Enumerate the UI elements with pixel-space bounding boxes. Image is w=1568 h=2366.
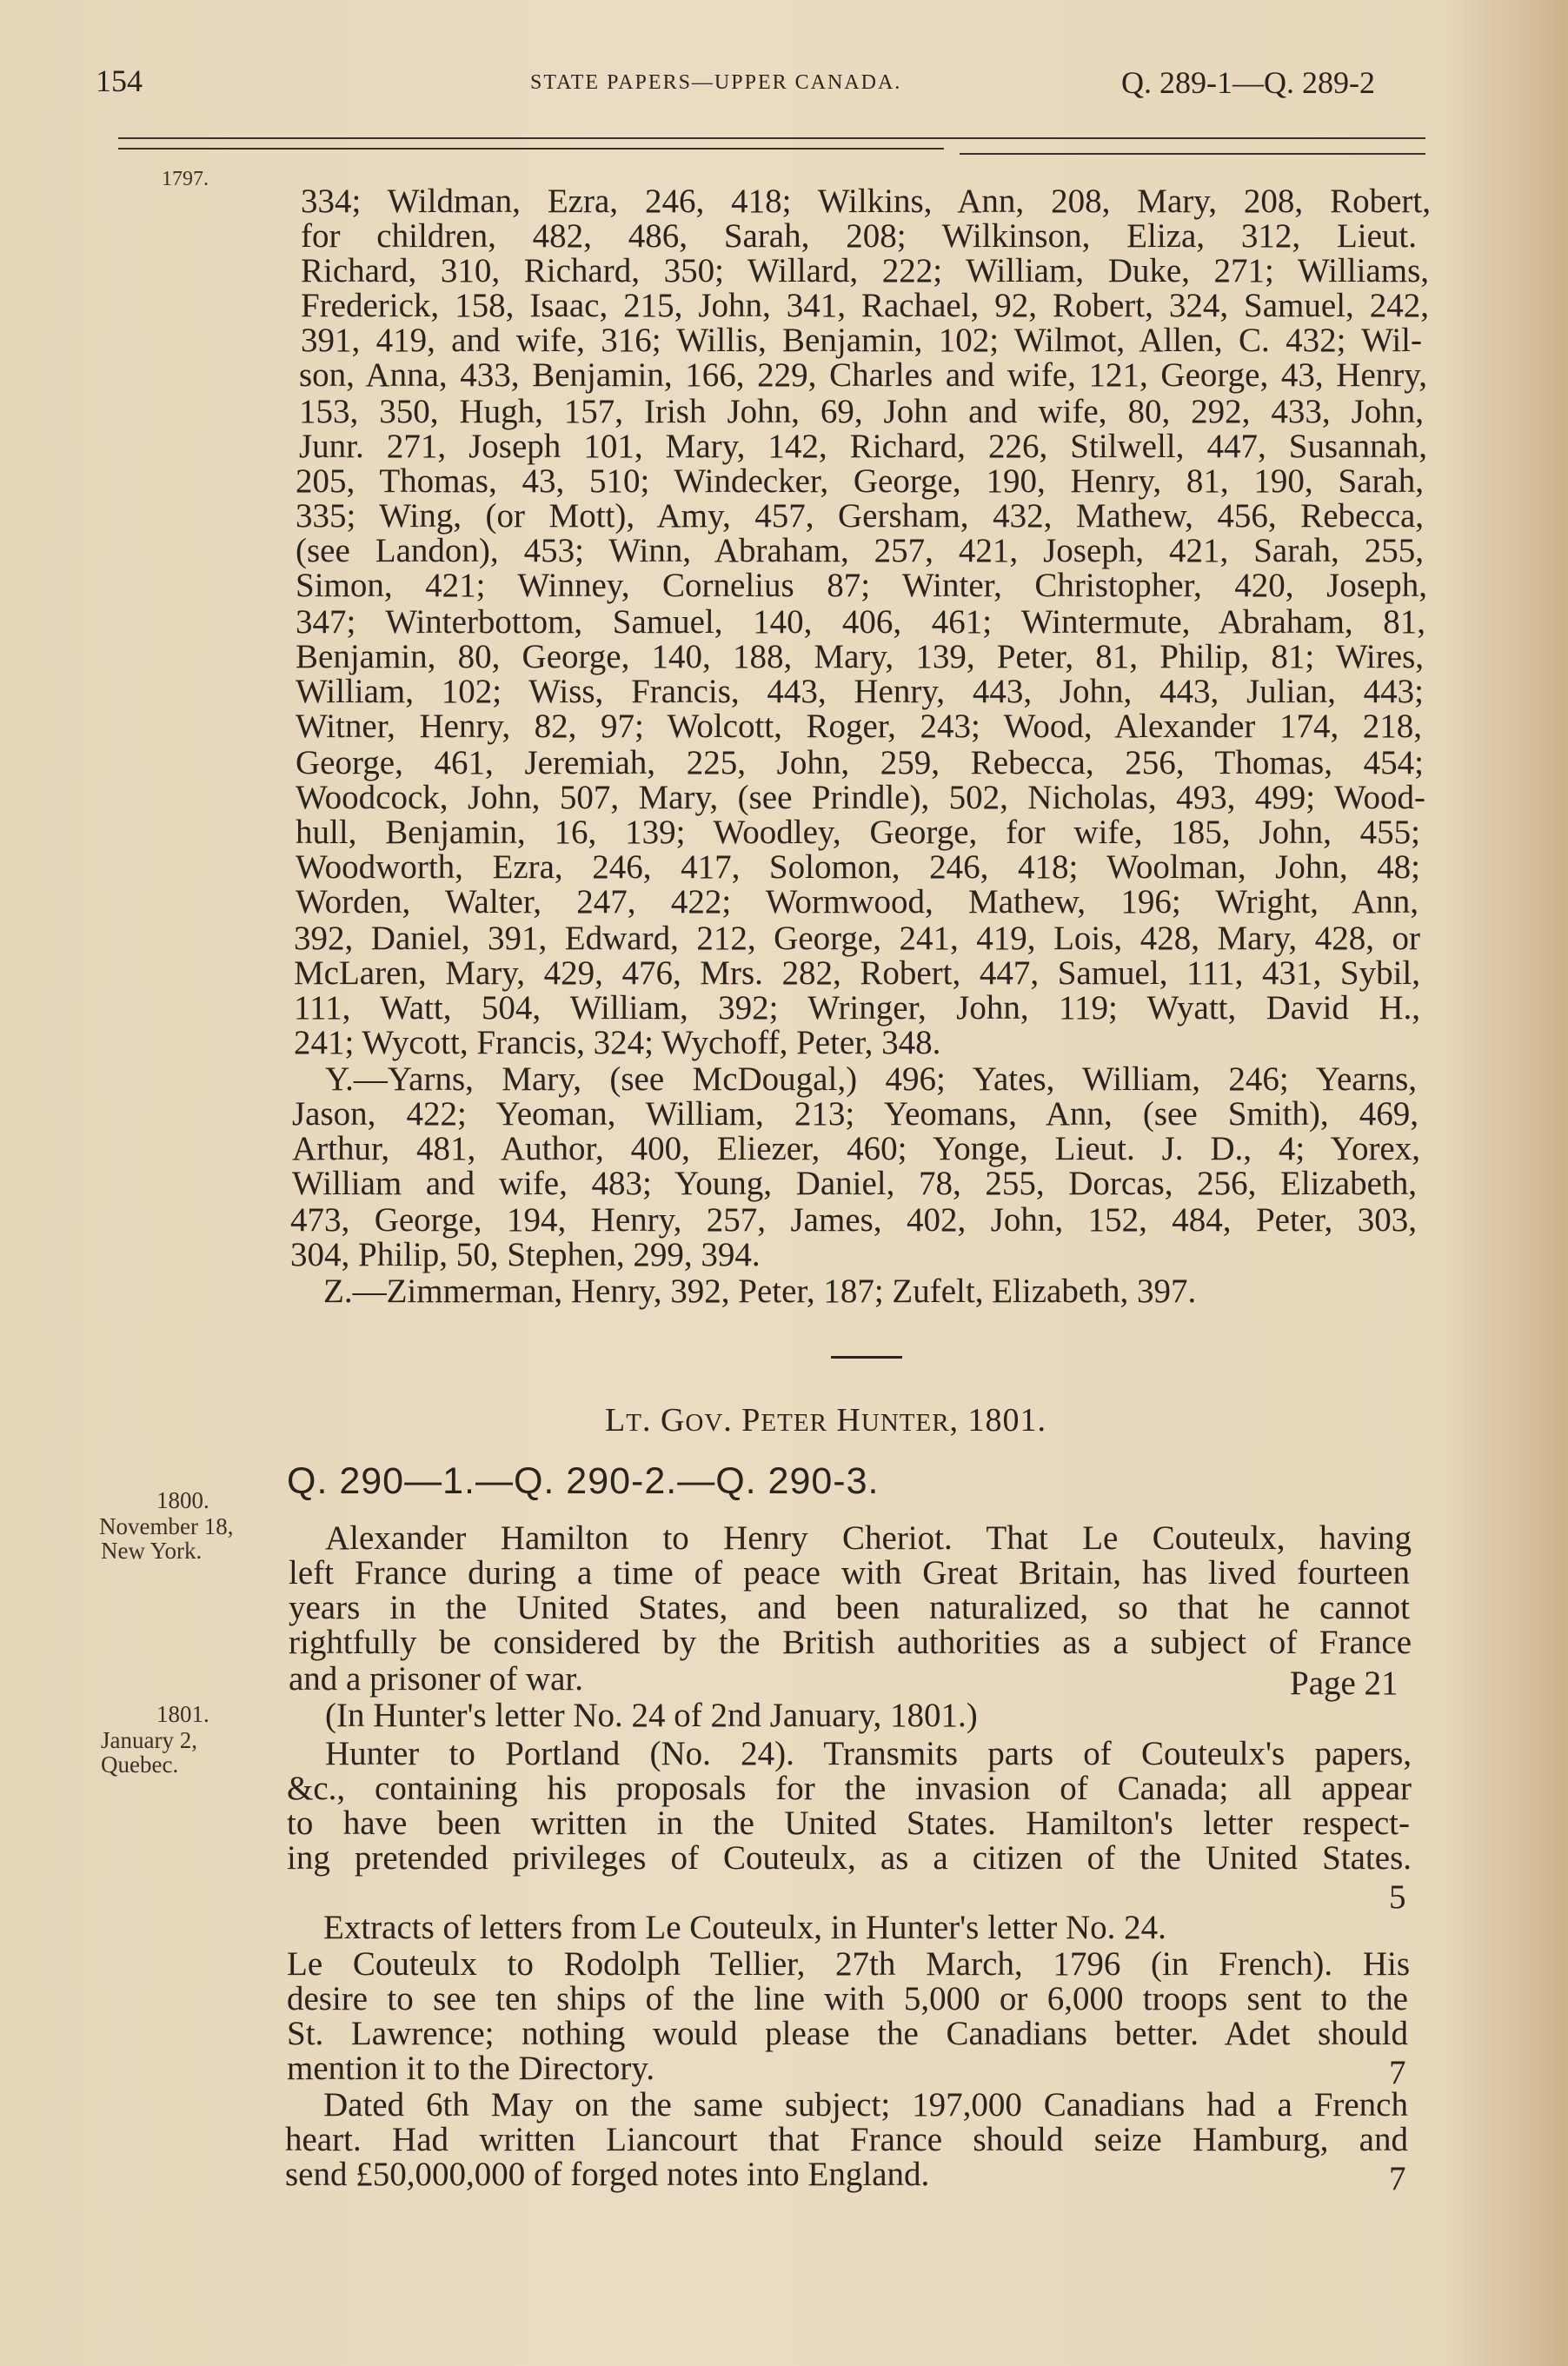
entry-date-day: November 18, (99, 1513, 234, 1539)
index-line: 473, George, 194, Henry, 257, James, 402, John, 152, 484, Peter, 303, (290, 1201, 1417, 1239)
entry-line: send £50,000,000 of forged notes into England. (285, 2156, 930, 2193)
entry-line: desire to see ten ships of the line with 5,000 or 6,000 troops sent to the (287, 1980, 1408, 2017)
entry-line: and a prisoner of war. (289, 1660, 583, 1698)
index-line: Z.—Zimmerman, Henry, 392, Peter, 187; Zufelt, Elizabeth, 397. (323, 1273, 1197, 1310)
header-rule-left (118, 148, 944, 150)
index-line: 241; Wycott, Francis, 324; Wychoff, Peter, 348. (294, 1024, 941, 1061)
index-line: Woodworth, Ezra, 246, 417, Solomon, 246, 418; Woolman, John, 48; (296, 848, 1420, 886)
entry-line: mention it to the Directory. (287, 2050, 655, 2087)
index-line: Simon, 421; Winney, Cornelius 87; Winter, Christopher, 420, Joseph, (296, 567, 1427, 604)
index-line: Worden, Walter, 247, 422; Wormwood, Mathew, 196; Wright, Ann, (296, 883, 1419, 920)
entry-line: years in the United States, and been naturalized, so that he cannot (289, 1589, 1410, 1626)
page-reference: 7 (1389, 2054, 1406, 2091)
entry-line: Hunter to Portland (No. 24). Transmits parts of Couteulx's papers, (325, 1735, 1412, 1772)
running-title: STATE PAPERS—UPPER CANADA. (530, 71, 902, 94)
index-line: Y.—Yarns, Mary, (see McDougal,) 496; Yates, William, 246; Yearns, (325, 1060, 1417, 1098)
index-line: William, 102; Wiss, Francis, 443, Henry, 443, John, 443, Julian, 443; (296, 673, 1424, 710)
header-rule-right (960, 153, 1425, 155)
index-line: 111, Watt, 504, William, 392; Wringer, John, 119; Wyatt, David H., (294, 989, 1420, 1027)
index-line: 153, 350, Hugh, 157, Irish John, 69, John and wife, 80, 292, 433, John, (299, 393, 1424, 430)
entry-line: heart. Had written Liancourt that France should seize Hamburg, and (285, 2121, 1408, 2158)
entry-date-year: 1801. (156, 1701, 209, 1727)
index-line: Benjamin, 80, George, 140, 188, Mary, 139, Peter, 81, Philip, 81; Wires, (296, 638, 1424, 675)
index-line: 205, Thomas, 43, 510; Windecker, George, 190, Henry, 81, 190, Sarah, (296, 462, 1424, 500)
index-line: 391, 419, and wife, 316; Willis, Benjamin, 102; Wilmot, Allen, C. 432; Wil- (301, 322, 1422, 359)
section-reference: Q. 290—1.—Q. 290-2.—Q. 290-3. (287, 1460, 880, 1502)
index-line: McLaren, Mary, 429, 476, Mrs. 282, Robert, 447, Samuel, 111, 431, Sybil, (294, 954, 1420, 992)
index-line: Jason, 422; Yeoman, William, 213; Yeomans, Ann, (see Smith), 469, (292, 1095, 1419, 1133)
index-line: Frederick, 158, Isaac, 215, John, 341, Rachael, 92, Robert, 324, Samuel, 242, (301, 287, 1429, 324)
entry-line: &c., containing his proposals for the invasion of Canada; all appear (287, 1770, 1412, 1807)
header-rule-top (118, 137, 1425, 139)
entry-date-day: January 2, (101, 1727, 197, 1753)
entry-line: Le Couteulx to Rodolph Tellier, 27th March, 1796 (in French). His (287, 1945, 1410, 1983)
index-line: Witner, Henry, 82, 97; Wolcott, Roger, 243; Wood, Alexander 174, 218, (296, 708, 1422, 745)
index-line: 335; Wing, (or Mott), Amy, 457, Gersham, 432, Mathew, 456, Rebecca, (296, 497, 1424, 535)
entry-line: to have been written in the United States. Hamilton's letter respect- (287, 1804, 1410, 1842)
entry-date-year: 1800. (156, 1487, 209, 1513)
entry-line: rightfully be considered by the British authorities as a subject of France (289, 1624, 1412, 1661)
index-line: George, 461, Jeremiah, 225, John, 259, Rebecca, 256, Thomas, 454; (296, 744, 1424, 781)
index-line: Arthur, 481, Author, 400, Eliezer, 460; Yonge, Lieut. J. D., 4; Yorex, (292, 1130, 1420, 1167)
page-reference: Page 21 (1290, 1665, 1399, 1702)
section-divider (831, 1356, 902, 1359)
entry-place: Quebec. (101, 1751, 179, 1778)
header-reference: Q. 289-1—Q. 289-2 (1121, 65, 1375, 100)
entry-line: Alexander Hamilton to Henry Cheriot. That Le Couteulx, having (325, 1519, 1412, 1557)
index-line: 347; Winterbottom, Samuel, 140, 406, 461; Wintermute, Abraham, 81, (296, 603, 1425, 641)
index-line: 392, Daniel, 391, Edward, 212, George, 241, 419, Lois, 428, Mary, 428, or (294, 920, 1420, 957)
entry-place: New York. (101, 1538, 203, 1564)
page-reference: 7 (1389, 2160, 1406, 2197)
entry-line: ing pretended privileges of Couteulx, as a citizen of the United States. (287, 1839, 1412, 1877)
margin-year: 1797. (162, 168, 209, 190)
index-line: hull, Benjamin, 16, 139; Woodley, George, for wife, 185, John, 455; (296, 814, 1420, 851)
entry-heading: (In Hunter's letter No. 24 of 2nd January, 1801.) (325, 1697, 978, 1734)
index-line: (see Landon), 453; Winn, Abraham, 257, 421, Joseph, 421, Sarah, 255, (296, 532, 1424, 569)
page-reference: 5 (1389, 1878, 1406, 1916)
index-line: for children, 482, 486, Sarah, 208; Wilkinson, Eliza, 312, Lieut. (301, 217, 1417, 255)
index-line: Woodcock, John, 507, Mary, (see Prindle), 502, Nicholas, 493, 499; Wood- (296, 779, 1425, 816)
section-governor-title: LT. GOV. PETER HUNTER, 1801. (605, 1402, 1047, 1439)
page-number: 154 (96, 63, 143, 98)
index-line: 334; Wildman, Ezra, 246, 418; Wilkins, Ann, 208, Mary, 208, Robert, (301, 183, 1431, 220)
entry-line: St. Lawrence; nothing would please the Canadians better. Adet should (287, 2015, 1408, 2052)
entry-line: Dated 6th May on the same subject; 197,000 Canadians had a French (323, 2086, 1408, 2123)
entry-line: left France during a time of peace with Great Britain, has lived fourteen (289, 1554, 1410, 1592)
index-line: William and wife, 483; Young, Daniel, 78, 255, Dorcas, 256, Elizabeth, (292, 1165, 1417, 1202)
index-line: son, Anna, 433, Benjamin, 166, 229, Charles and wife, 121, George, 43, Henry, (299, 356, 1427, 394)
index-line: Richard, 310, Richard, 350; Willard, 222; William, Duke, 271; Williams, (301, 252, 1429, 289)
index-line: 304, Philip, 50, Stephen, 299, 394. (290, 1236, 761, 1273)
index-line: Junr. 271, Joseph 101, Mary, 142, Richard, 226, Stilwell, 447, Susannah, (299, 428, 1427, 465)
entry-heading: Extracts of letters from Le Couteulx, in Hunter's letter No. 24. (323, 1909, 1166, 1946)
